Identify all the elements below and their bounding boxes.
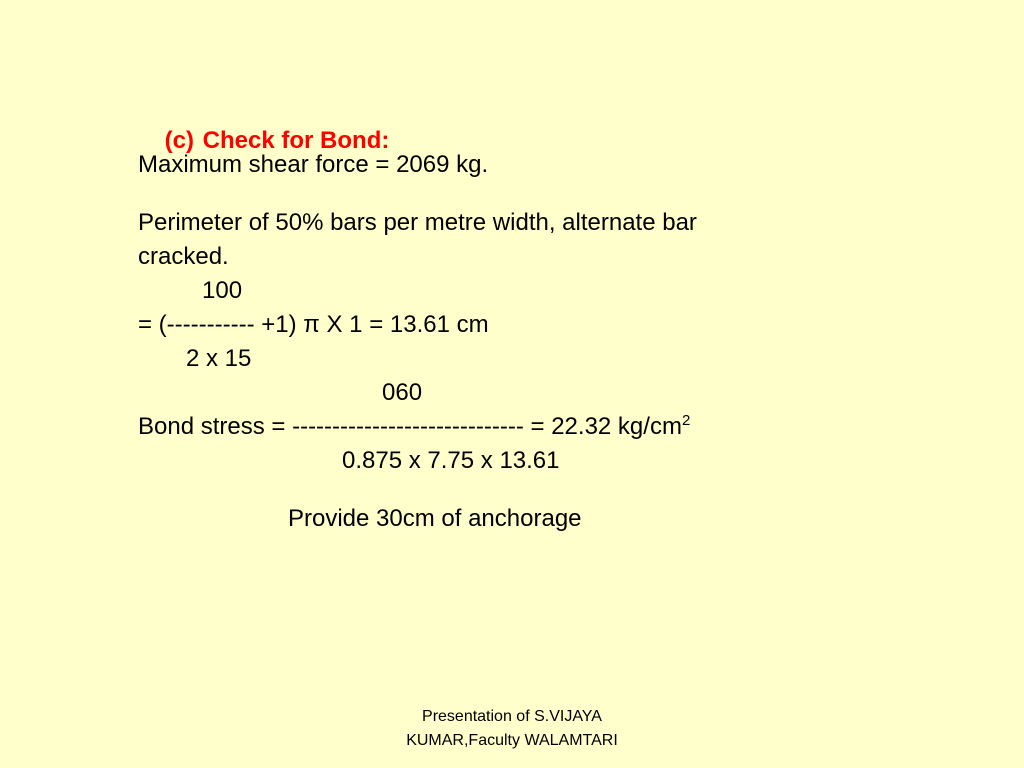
footer-credit (362, 705, 662, 753)
perimeter-line-1: Perimeter of 50% bars per metre width, alternate bar (138, 209, 697, 236)
section-label: (c) (164, 127, 195, 154)
perimeter-formula: = (----------- +1) π X 1 = 13.61 cm (138, 311, 489, 338)
bond-formula-text: Bond stress = ----------------------------- = 22.32 kg/cm (138, 413, 682, 440)
bond-exponent: 2 (681, 412, 691, 429)
bond-denominator: 0.875 x 7.75 x 13.61 (342, 447, 560, 474)
perimeter-denominator: 2 x 15 (186, 345, 252, 372)
footer-line-1: Presentation of S.VIJAYA (422, 708, 602, 725)
section-title: Check for Bond: (202, 127, 390, 154)
perimeter-numerator: 100 (202, 277, 243, 304)
shear-force-line: Maximum shear force = 2069 kg. (138, 151, 489, 178)
footer-line-2: KUMAR,Faculty WALAMTARI (406, 732, 618, 749)
perimeter-line-2: cracked. (138, 243, 229, 270)
anchorage-line: Provide 30cm of anchorage (288, 505, 582, 532)
bond-stress-formula (138, 410, 690, 444)
bond-numerator: 060 (382, 379, 423, 406)
